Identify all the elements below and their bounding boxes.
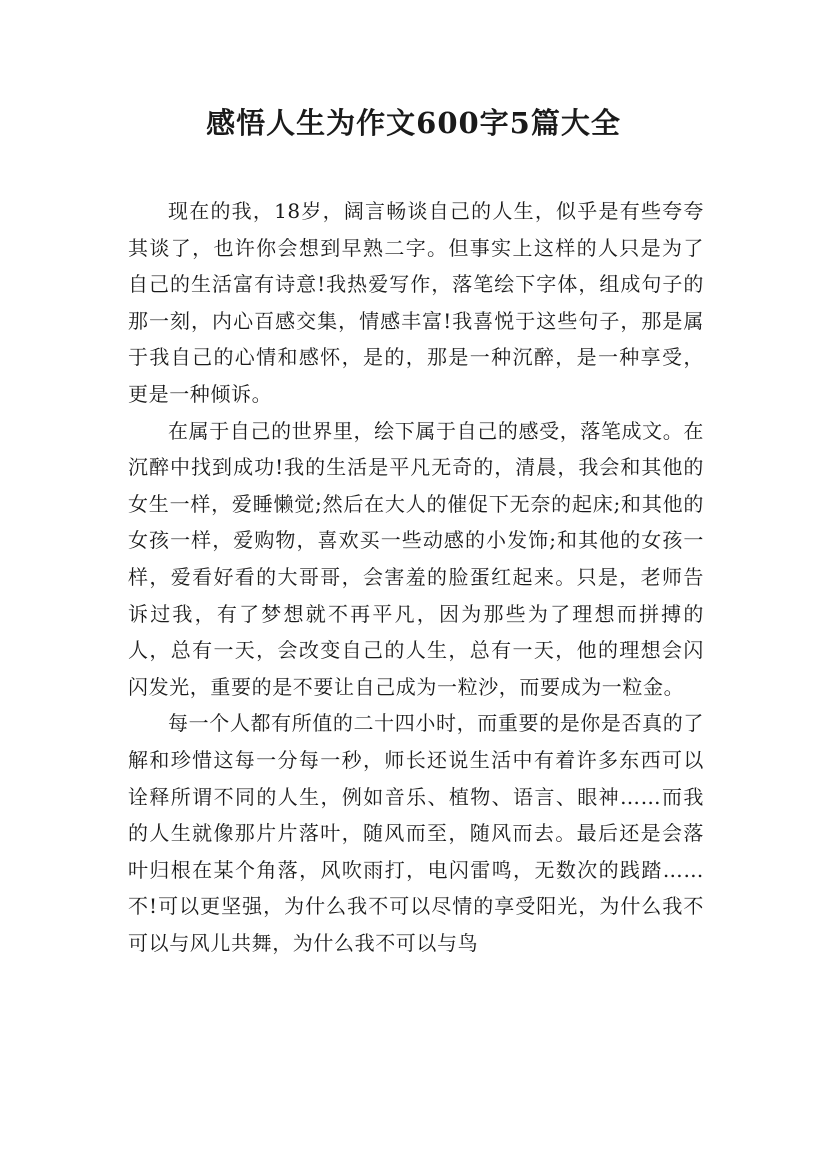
document-title: 感悟人生为作文600字5篇大全 — [206, 106, 621, 140]
paragraph-3: 每一个人都有所值的二十四小时，而重要的是你是否真的了解和珍惜这每一分每一秒，师长还说生活中有着许多东西可以诠释所谓不同的人生，例如音乐、植物、语言、眼神……而我的人生就像那片片落叶，随风而至，随风而去。最后还是会落叶归根在某个角落，风吹雨打，电闪雷鸣，无数次的践踏……不!可以更坚强，为什么我不可以尽情的享受阳光，为什么我不可以与风儿共舞，为什么我不可以与鸟 — [128, 711, 704, 955]
paragraph-2: 在属于自己的世界里，绘下属于自己的感受，落笔成文。在沉醉中找到成功!我的生活是平凡无奇的，清晨，我会和其他的女生一样，爱睡懒觉;然后在大人的催促下无奈的起床;和其他的女孩一样，爱购物，喜欢买一些动感的小发饰;和其他的女孩一样，爱看好看的大哥哥，会害羞的脸蛋红起来。只是，老师告诉过我，有了梦想就不再平凡，因为那些为了理想而拼搏的人，总有一天，会改变自己的人生，总有一天，他的理想会闪闪发光，重要的是不要让自己成为一粒沙，而要成为一粒金。 — [128, 418, 704, 699]
document-body — [128, 193, 704, 961]
paragraph-1: 现在的我，18岁，阔言畅谈自己的人生，似乎是有些夸夸其谈了，也许你会想到早熟二字。但事实上这样的人只是为了自己的生活富有诗意!我热爱写作，落笔绘下字体，组成句子的那一刻，内心百感交集，情感丰富!我喜悦于这些句子，那是属于我自己的心情和感怀，是的，那是一种沉醉，是一种享受，更是一种倾诉。 — [128, 199, 704, 406]
